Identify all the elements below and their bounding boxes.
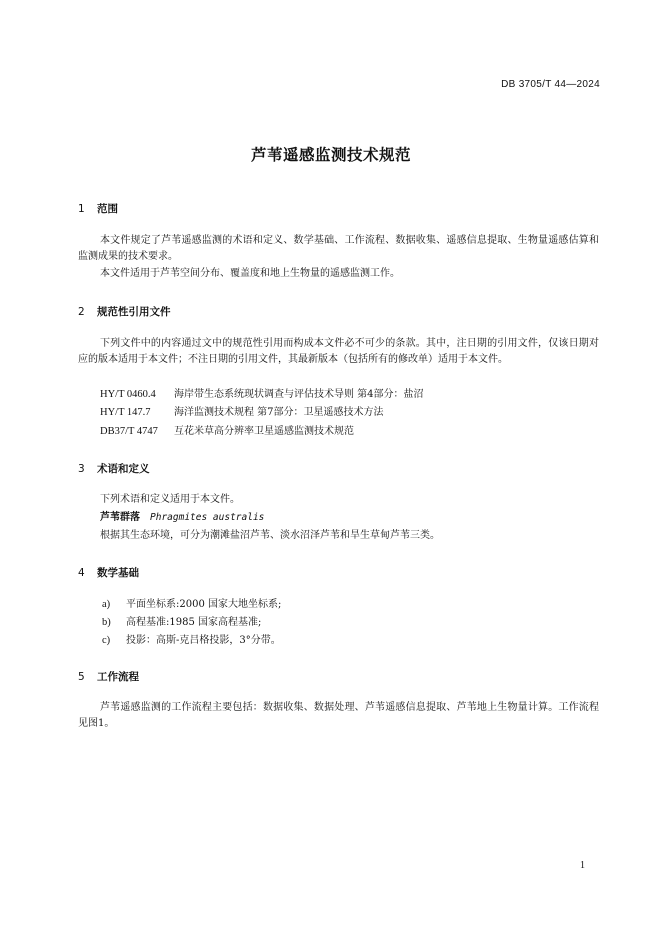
term-definition: 根据其生态环境，可分为潮滩盐沼芦苇、淡水沼泽芦苇和旱生草甸芦苇三类。 xyxy=(100,530,440,541)
reference-code: DB37/T 4747 xyxy=(100,426,158,437)
section-number: 4 xyxy=(78,567,85,579)
section-title: 范围 xyxy=(97,203,118,215)
section-2-heading xyxy=(78,304,171,319)
section-3-heading xyxy=(78,461,150,476)
reference-2 xyxy=(100,405,384,421)
section-number: 3 xyxy=(78,463,85,475)
reference-title: 海洋监测技术规程 第7部分：卫星遥感技术方法 xyxy=(174,407,384,418)
section-1-paragraph-1: 本文件规定了芦苇遥感监测的术语和定义、数学基础、工作流程、数据收集、遥感信息提取、生物量遥感估算和监测成果的技术要求。 xyxy=(78,235,599,262)
list-item-a xyxy=(102,597,281,613)
section-3-intro: 下列术语和定义适用于本文件。 xyxy=(100,494,240,505)
section-title: 工作流程 xyxy=(97,671,139,683)
page-number: 1 xyxy=(580,860,585,871)
section-title: 数学基础 xyxy=(97,567,139,579)
list-text: 平面坐标系:2000 国家大地坐标系; xyxy=(126,599,282,610)
term-latin-name: Phragmites australis xyxy=(150,512,265,523)
list-marker: a) xyxy=(102,599,111,610)
list-text: 高程基准:1985 国家高程基准; xyxy=(126,617,262,628)
reference-1 xyxy=(100,387,424,403)
term-entry xyxy=(100,510,264,526)
section-2-paragraph-1: 下列文件中的内容通过文中的规范性引用而构成本文件必不可少的条款。其中，注日期的引用文件，仅该日期对应的版本适用于本文件；不注日期的引用文件，其最新版本（包括所有的修改单）适用于本文件。 xyxy=(78,338,599,365)
list-marker: b) xyxy=(102,617,111,628)
section-5-paragraph-1: 芦苇遥感监测的工作流程主要包括：数据收集、数据处理、芦苇遥感信息提取、芦苇地上生物量计算。工作流程见图1。 xyxy=(78,702,599,729)
section-1-paragraph-2: 本文件适用于芦苇空间分布、覆盖度和地上生物量的遥感监测工作。 xyxy=(100,268,400,279)
reference-title: 海岸带生态系统现状调查与评估技术导则 第4部分：盐沼 xyxy=(174,389,424,400)
reference-code: HY/T 0460.4 xyxy=(100,389,156,400)
section-title: 规范性引用文件 xyxy=(97,306,171,318)
section-5-heading xyxy=(78,669,139,684)
reference-code: HY/T 147.7 xyxy=(100,407,151,418)
reference-3 xyxy=(100,424,354,440)
list-item-b xyxy=(102,615,261,631)
section-1-heading xyxy=(78,201,118,216)
section-title: 术语和定义 xyxy=(97,463,150,475)
section-number: 1 xyxy=(78,203,85,215)
section-number: 5 xyxy=(78,671,85,683)
document-title: 芦苇遥感监测技术规范 xyxy=(250,146,411,164)
reference-title: 互花米草高分辨率卫星遥感监测技术规范 xyxy=(174,426,354,437)
section-4-heading xyxy=(78,565,139,580)
list-item-c xyxy=(102,633,281,649)
term-name: 芦苇群落 xyxy=(100,512,140,523)
list-marker: c) xyxy=(102,635,111,646)
document-code: DB 3705/T 44—2024 xyxy=(501,79,600,90)
section-number: 2 xyxy=(78,306,85,318)
list-text: 投影：高斯-克吕格投影，3°分带。 xyxy=(126,635,281,646)
